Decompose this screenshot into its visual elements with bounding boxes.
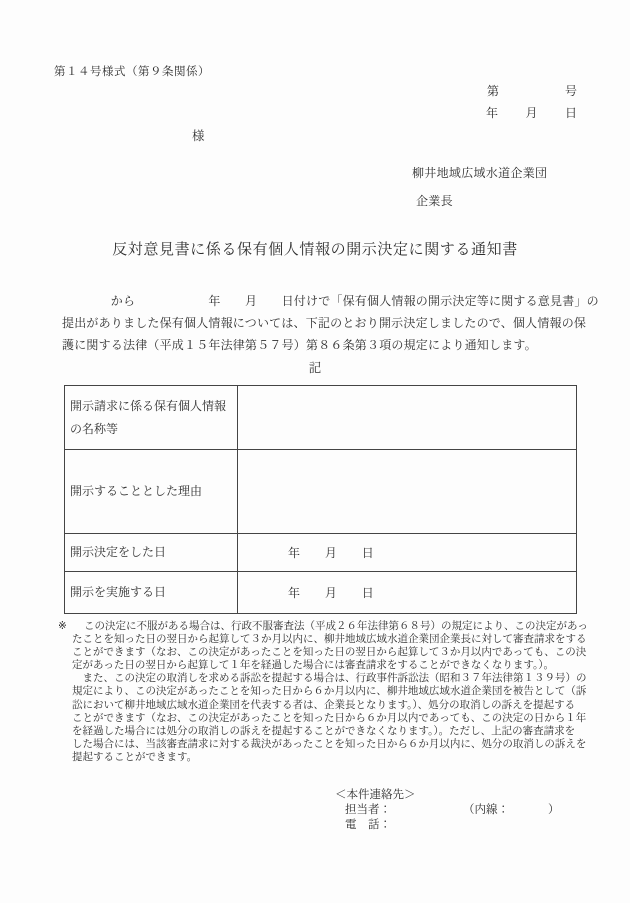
table-row-implementation-date bbox=[65, 572, 576, 613]
row-value: 年 月 日 bbox=[288, 586, 375, 600]
note-line: 定があった日の翌日から起算して１年を経過した場合には審査請求をすることができなくなります。）。 bbox=[72, 659, 555, 672]
row-label bbox=[65, 450, 238, 533]
doc-number-prefix: 第 bbox=[487, 84, 500, 98]
doc-number-suffix: 号 bbox=[564, 84, 577, 98]
row-value bbox=[238, 450, 576, 533]
row-label-line: 開示することとした理由 bbox=[70, 484, 203, 498]
document-title: 反対意見書に係る保有個人情報の開示決定に関する通知書 bbox=[112, 240, 518, 258]
row-label-line: の名称等 bbox=[70, 421, 119, 436]
document-number-line bbox=[487, 82, 577, 99]
row-value: 年 月 日 bbox=[288, 546, 375, 560]
issuer-organization: 柳井地域広域水道企業団 bbox=[412, 166, 548, 180]
row-label bbox=[65, 572, 238, 613]
note-line: また、この決定の取消しを求める訴訟を提起する場合は、行政事件訴訟法（昭和３７年法律第１３９号）の bbox=[72, 672, 587, 685]
note-line: した場合には、当該審査請求に対する裁決があったことを知った日から６か月以内に、処分の取消しの訴えを bbox=[72, 737, 587, 750]
note-line: 規定により、この決定があったことを知った日から６か月以内に、柳井地域広域水道企業団を被告として（訴 bbox=[72, 685, 587, 698]
appeal-note-block bbox=[58, 620, 588, 764]
body-line: 提出がありました保有個人情報については、下記のとおり開示決定しましたので、個人情報の保 bbox=[62, 316, 587, 330]
note-line: ことができます（なお、この決定があったことを知った日から６か月以内であっても、この決定の日から１年 bbox=[72, 711, 587, 724]
issuer-title: 企業長 bbox=[416, 194, 453, 208]
row-label bbox=[65, 386, 238, 449]
row-value bbox=[238, 386, 576, 449]
date-month-label: 月 bbox=[525, 106, 538, 120]
form-number: 第１４号様式（第９条関係） bbox=[54, 64, 210, 78]
date-year-label: 年 bbox=[486, 106, 499, 120]
date-line bbox=[486, 104, 577, 121]
note-marker: ※ bbox=[58, 620, 67, 632]
row-label bbox=[65, 534, 238, 571]
addressee-honorific: 様 bbox=[192, 128, 205, 143]
note-line: ことができます（なお、この決定があったことを知った日の翌日から起算して３か月以内であっても、この決 bbox=[72, 646, 587, 659]
table-row-decision-date bbox=[65, 534, 576, 572]
row-label-line: 開示を実施する日 bbox=[70, 585, 167, 599]
note-line: を経過した場合には処分の取消しの訴えを提起することができなくなります。）。ただし、上記の審査請求を bbox=[72, 724, 576, 737]
table-row-disclosure-reason bbox=[65, 450, 576, 534]
body-line: 護に関する法律（平成１５年法律第５７号）第８６条第３項の規定により通知します。 bbox=[62, 338, 537, 352]
body-paragraph bbox=[62, 290, 599, 356]
note-line: この決定に不服がある場合は、行政不服審査法（平成２６年法律第６８号）の規定により、この決定があっ bbox=[84, 620, 588, 632]
contact-extension-label: （内線： bbox=[463, 802, 509, 816]
note-line: 訟において柳井地域広域水道企業団を代表する者は、企業長となります。）、処分の取消しの訴えを提起する bbox=[72, 698, 576, 711]
contact-person-label: 担当者： bbox=[345, 802, 391, 816]
note-line: たことを知った日の翌日から起算して３か月以内に、柳井地域広域水道企業団企業長に対して審査請求をする bbox=[72, 633, 587, 646]
table-row-information-name bbox=[65, 386, 576, 450]
record-marker: 記 bbox=[308, 360, 322, 375]
contact-phone-label: 電 話： bbox=[345, 817, 391, 831]
contact-header: ＜本件連絡先＞ bbox=[335, 787, 416, 801]
contact-extension-close: ） bbox=[548, 802, 560, 816]
date-day-label: 日 bbox=[564, 106, 577, 120]
body-line: から 年 月 日付けで「保有個人情報の開示決定等に関する意見書」の bbox=[62, 294, 599, 308]
row-label-line: 開示請求に係る保有個人情報 bbox=[70, 398, 227, 413]
note-line: 提起することができます。 bbox=[72, 750, 198, 763]
row-label-line: 開示決定をした日 bbox=[70, 545, 167, 559]
disclosure-table bbox=[64, 385, 577, 614]
